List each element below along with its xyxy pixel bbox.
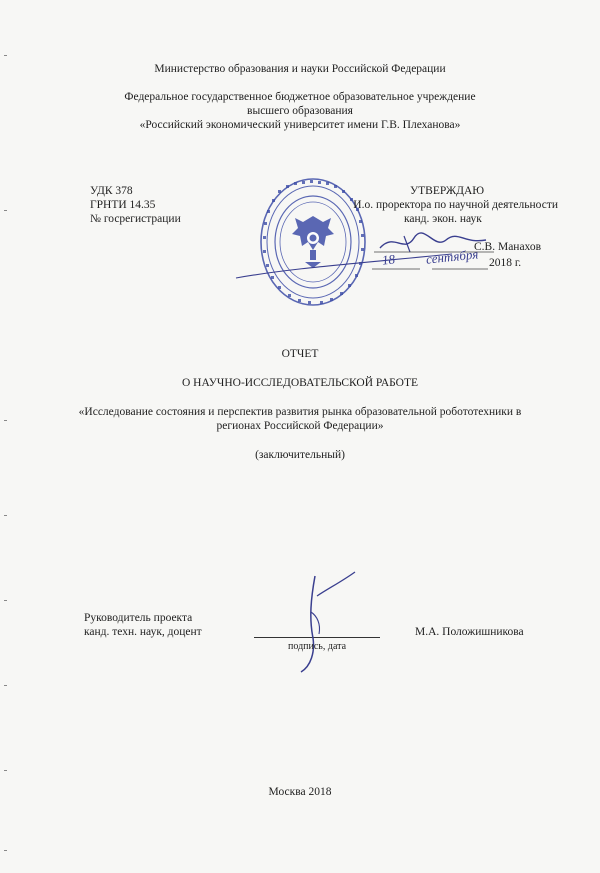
official-seal-stamp <box>258 176 368 308</box>
registration-number-label: № госрегистрации <box>90 213 181 225</box>
signature-caption: подпись, дата <box>288 641 347 652</box>
report-subtitle: О НАУЧНО-ИССЛЕДОВАТЕЛЬСКОЙ РАБОТЕ <box>181 377 419 389</box>
approval-date-day: 18 <box>381 251 396 268</box>
report-stage: (заключительный) <box>255 449 345 461</box>
grnti-code: ГРНТИ 14.35 <box>90 199 156 211</box>
report-topic-line-2: регионах Российской Федерации» <box>216 420 384 432</box>
binder-mark <box>4 210 7 211</box>
binder-mark <box>4 600 7 601</box>
city-year: Москва 2018 <box>268 786 332 798</box>
approval-date-month: сентября <box>425 246 479 267</box>
ministry-line: Министерство образования и науки Российской Федерации <box>154 63 446 75</box>
approval-title: УТВЕРЖДАЮ <box>410 185 485 197</box>
approver-degree: канд. экон. наук <box>404 213 482 225</box>
approver-position: И.о. проректора по научной деятельности <box>353 199 558 211</box>
binder-mark <box>4 515 7 516</box>
binder-mark <box>4 850 7 851</box>
leader-role: Руководитель проекта <box>84 612 193 624</box>
binder-mark <box>4 685 7 686</box>
approver-name: С.В. Манахов <box>474 241 542 253</box>
binder-mark <box>4 770 7 771</box>
udk-code: УДК 378 <box>90 185 133 197</box>
binder-mark <box>4 55 7 56</box>
leader-signature <box>255 568 375 678</box>
leader-name: М.А. Положишникова <box>415 626 524 638</box>
leader-degree: канд. техн. наук, доцент <box>84 626 202 638</box>
institution-line-1: Федеральное государственное бюджетное образовательное учреждение <box>124 91 476 103</box>
approval-date-year: 2018 г. <box>489 257 522 269</box>
report-type: ОТЧЕТ <box>281 348 319 360</box>
report-topic-line-1: «Исследование состояния и перспектив развития рынка образовательной робототехники в <box>78 406 522 418</box>
institution-line-2: высшего образования <box>247 105 353 117</box>
institution-line-3: «Российский экономический университет имени Г.В. Плеханова» <box>139 119 461 131</box>
